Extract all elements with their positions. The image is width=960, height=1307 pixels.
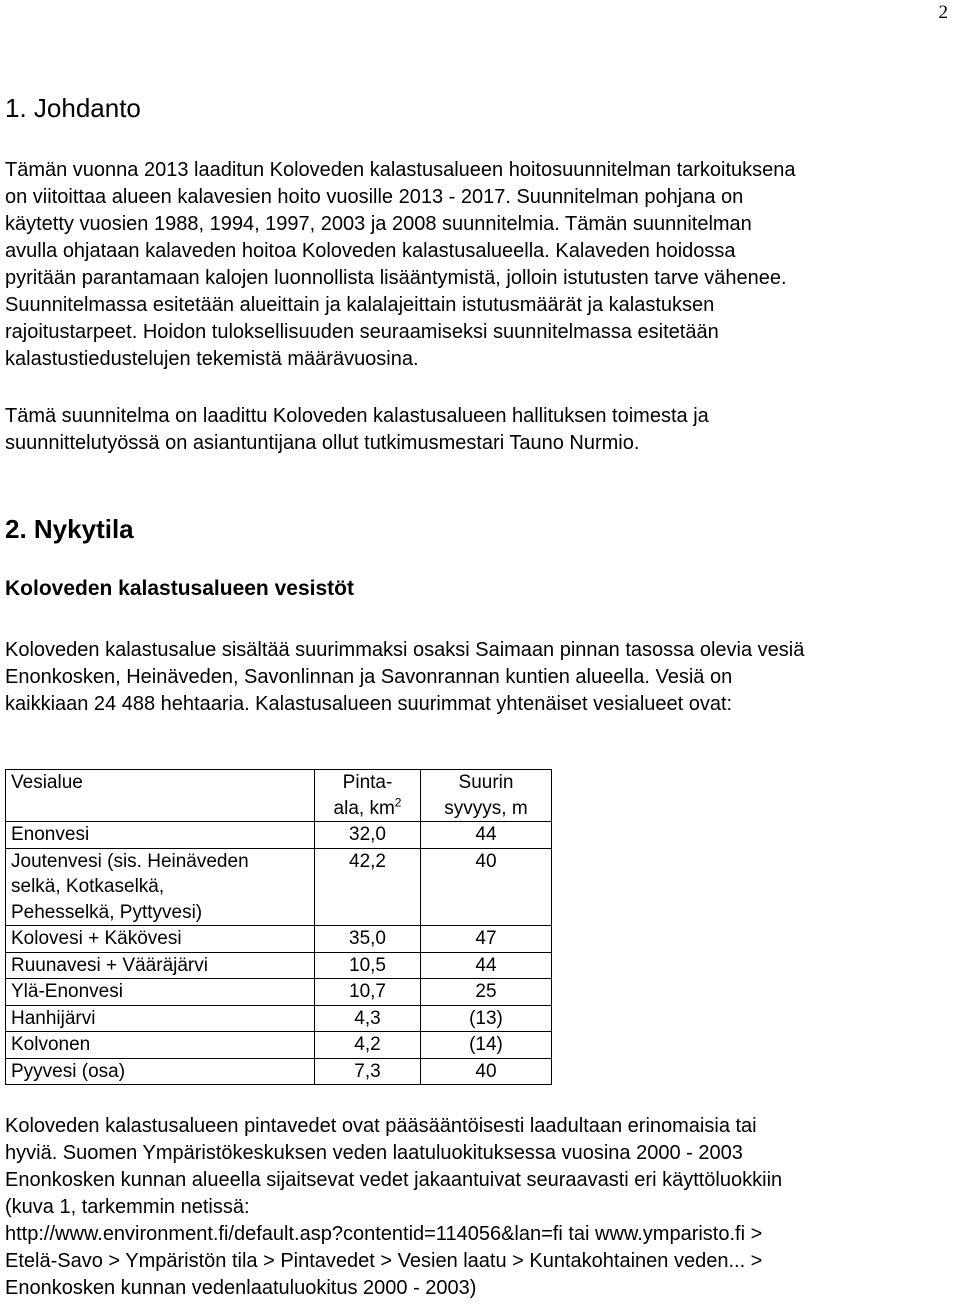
cell-text: Kolovesi + Käkövesi xyxy=(11,928,182,949)
text-line: Tämän vuonna 2013 laaditun Koloveden kalastusalueen hoitosuunnitelman tarkoituksena xyxy=(5,159,796,181)
text-line: (kuva 1, tarkemmin netissä: xyxy=(5,1196,250,1218)
header-cell-area xyxy=(315,770,421,822)
text-line: suunnittelutyössä on asiantuntijana ollut tutkimusmestari Tauno Nurmio. xyxy=(5,432,640,454)
header-label: Vesialue xyxy=(11,772,83,793)
header-label-unit: ala, km xyxy=(333,797,395,819)
cell-name xyxy=(6,822,315,849)
cell-area: 35,0 xyxy=(315,926,421,953)
text-line: Tämä suunnitelma on laadittu Koloveden kalastusalueen hallituksen toimesta ja xyxy=(5,405,709,427)
cell-name xyxy=(6,979,315,1006)
cell-name xyxy=(6,1032,315,1059)
table-row xyxy=(6,926,552,953)
cell-name xyxy=(6,848,315,926)
table-row xyxy=(6,822,552,849)
text-line: Enonkosken kunnan alueella sijaitsevat vedet jakaantuivat seuraavasti eri käyttöluokkiin xyxy=(5,1169,783,1191)
cell-name xyxy=(6,926,315,953)
text-line: Suunnitelmassa esitetään alueittain ja kalalajeittain istutusmäärät ja kalastuksen xyxy=(5,294,715,316)
section-heading-nykytila: 2. Nykytila xyxy=(5,514,134,544)
cell-text: Pehesselkä, Pyttyvesi) xyxy=(11,901,203,923)
table-row xyxy=(6,952,552,979)
table-row xyxy=(6,979,552,1006)
text-line: Enonkosken, Heinäveden, Savonlinnan ja Savonrannan kuntien alueella. Vesiä on xyxy=(5,666,733,688)
cell-depth: 44 xyxy=(421,822,552,849)
text-line: kaikkiaan 24 488 hehtaaria. Kalastusalueen suurimmat yhtenäiset vesialueet ovat: xyxy=(5,693,733,715)
cell-depth: 47 xyxy=(421,926,552,953)
header-label: Pinta- xyxy=(342,772,393,793)
cell-name xyxy=(6,1058,315,1085)
table-row xyxy=(6,1032,552,1059)
text-line: kalastustiedustelujen tekemistä määrävuosina. xyxy=(5,348,419,370)
text-line: hyviä. Suomen Ympäristökeskuksen veden laatuluokituksessa vuosina 2000 - 2003 xyxy=(5,1142,743,1164)
header-cell-depth xyxy=(421,770,552,822)
cell-name xyxy=(6,1005,315,1032)
header-label: Suurin xyxy=(458,772,514,793)
cell-area: 42,2 xyxy=(315,848,421,926)
cell-depth: 25 xyxy=(421,979,552,1006)
cell-depth: (13) xyxy=(421,1005,552,1032)
header-label xyxy=(320,796,415,822)
text-line: pyritään parantamaan kalojen luonnollista lisääntymistä, jolloin istutusten tarve vähenee. xyxy=(5,267,787,289)
cell-text: Hanhijärvi xyxy=(11,1007,96,1029)
subsection-heading-vesistot: Koloveden kalastusalueen vesistöt xyxy=(5,577,354,600)
cell-text: Pyyvesi (osa) xyxy=(11,1060,126,1082)
text-line: on viitoittaa alueen kalavesien hoito vuosille 2013 - 2017. Suunnitelman pohjana on xyxy=(5,186,744,208)
text-line: avulla ohjataan kalaveden hoitoa Koloveden kalastusalueella. Kalaveden hoidossa xyxy=(5,240,736,262)
header-label: syvyys, m xyxy=(444,797,528,819)
cell-text: selkä, Kotkaselkä, xyxy=(11,876,165,897)
section-heading-johdanto: 1. Johdanto xyxy=(5,93,141,123)
cell-area: 4,2 xyxy=(315,1032,421,1059)
text-line: käytetty vuosien 1988, 1994, 1997, 2003 ja 2008 suunnitelmia. Tämän suunnitelman xyxy=(5,213,752,235)
cell-area: 7,3 xyxy=(315,1058,421,1085)
waters-paragraph xyxy=(5,637,960,718)
superscript: 2 xyxy=(394,795,402,810)
text-line: Koloveden kalastusalueen pintavedet ovat pääsääntöisesti laadultaan erinomaisia tai xyxy=(5,1115,757,1137)
cell-text: Kolvonen xyxy=(11,1034,91,1055)
cell-text: Ruunavesi + Vääräjärvi xyxy=(11,954,208,976)
cell-area: 10,7 xyxy=(315,979,421,1006)
cell-area: 4,3 xyxy=(315,1005,421,1032)
cell-text: Enonvesi xyxy=(11,824,90,845)
cell-text: Joutenvesi (sis. Heinäveden xyxy=(11,850,249,872)
cell-area: 32,0 xyxy=(315,822,421,849)
table-row xyxy=(6,1058,552,1085)
cell-text: Ylä-Enonvesi xyxy=(11,981,123,1002)
cell-depth: (14) xyxy=(421,1032,552,1059)
intro-paragraph xyxy=(5,157,960,373)
breadcrumb-path-line: Etelä-Savo > Ympäristön tila > Pintavedet > Vesien laatu > Kuntakohtainen veden... > xyxy=(5,1250,763,1272)
author-paragraph xyxy=(5,403,960,457)
cell-depth: 40 xyxy=(421,1058,552,1085)
url-line: http://www.environment.fi/default.asp?contentid=114056&lan=fi tai www.ymparisto.fi > xyxy=(5,1223,763,1245)
text-line: Enonkosken kunnan vedenlaatuluokitus 2000 - 2003) xyxy=(5,1277,477,1299)
water-quality-paragraph xyxy=(5,1113,960,1302)
table-header-row xyxy=(6,770,552,822)
header-cell-name xyxy=(6,770,315,822)
table-row xyxy=(6,1005,552,1032)
cell-name xyxy=(6,952,315,979)
text-line: Koloveden kalastusalue sisältää suurimmaksi osaksi Saimaan pinnan tasossa olevia vesiä xyxy=(5,639,805,661)
water-areas-table xyxy=(5,769,552,1085)
table-row xyxy=(6,848,552,926)
cell-depth: 44 xyxy=(421,952,552,979)
page-number: 2 xyxy=(938,2,948,23)
text-line: rajoitustarpeet. Hoidon tuloksellisuuden seuraamiseksi suunnitelmassa esitetään xyxy=(5,321,719,343)
cell-area: 10,5 xyxy=(315,952,421,979)
cell-depth: 40 xyxy=(421,848,552,926)
